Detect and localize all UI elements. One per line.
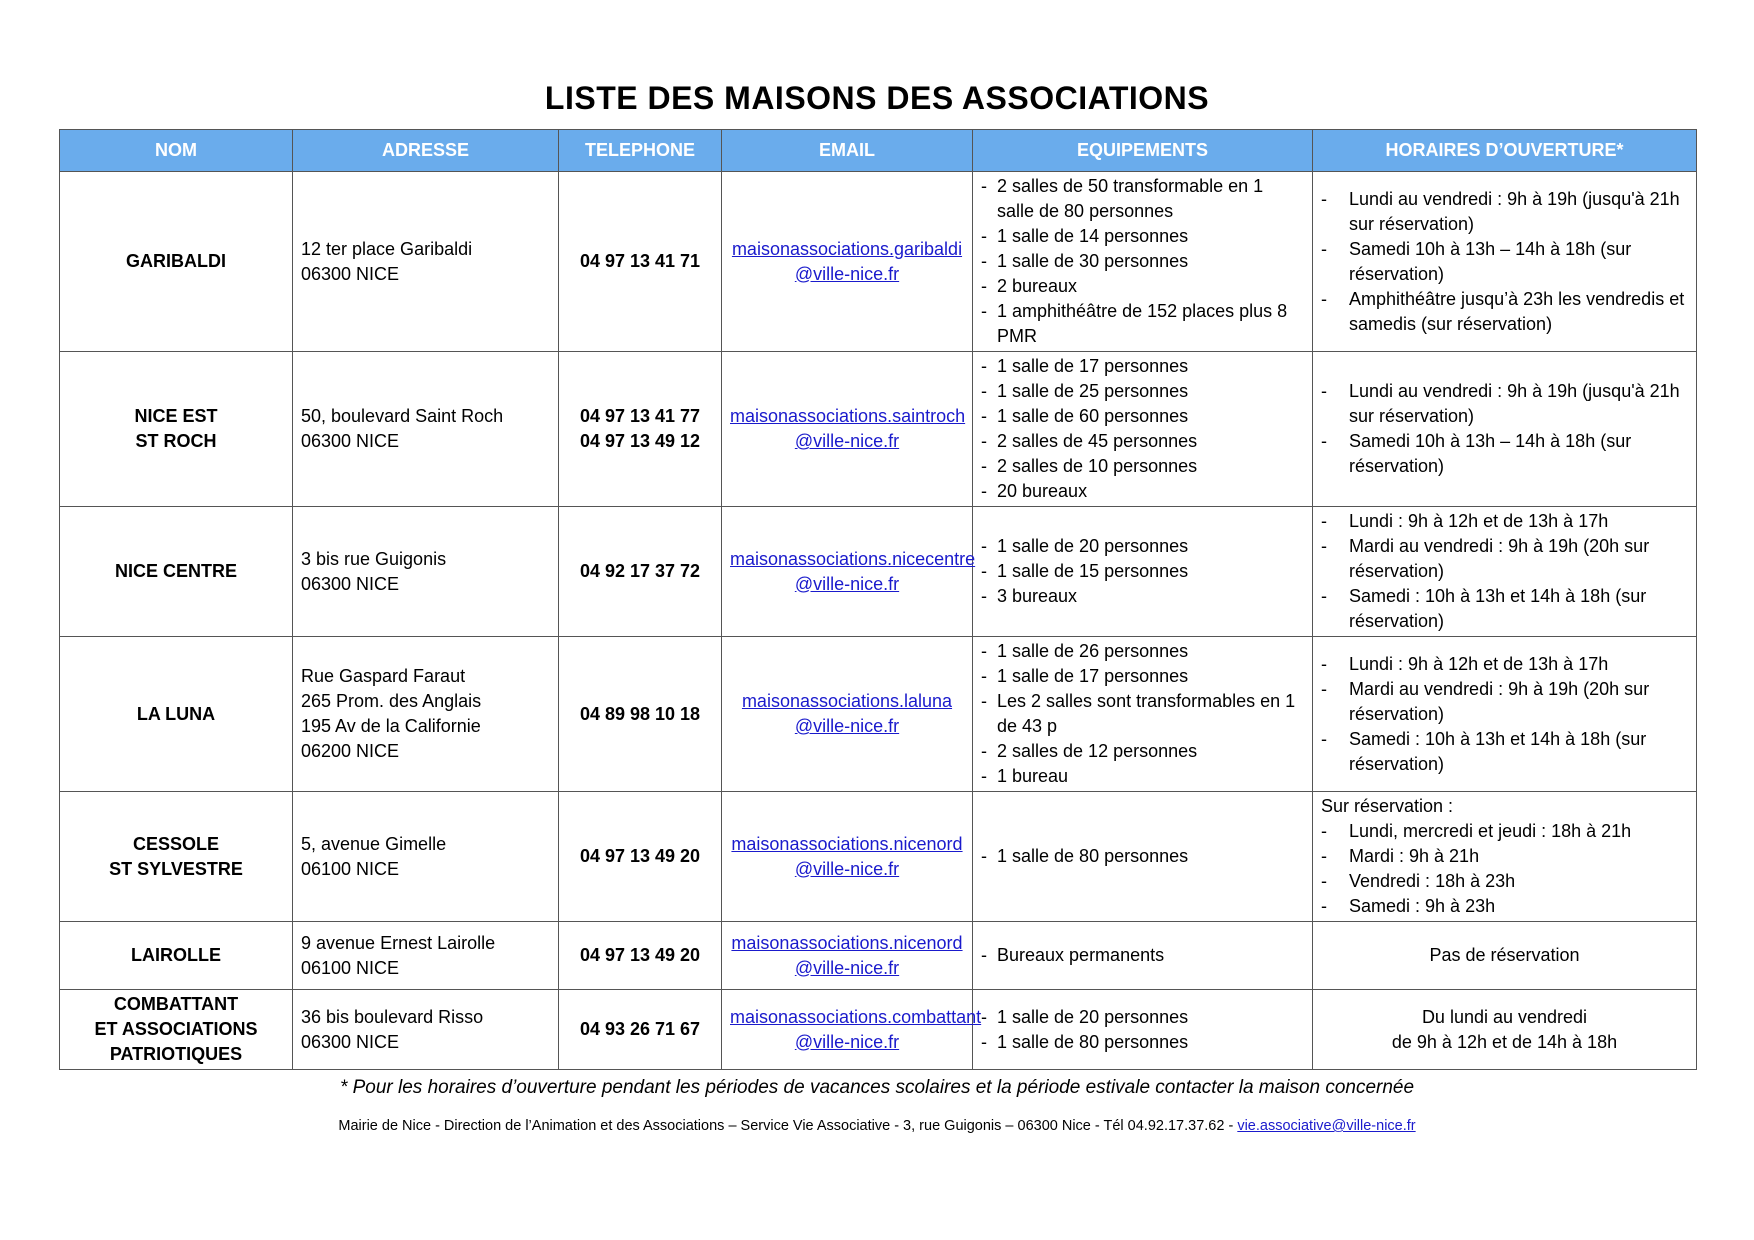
phone-number: 04 97 13 49 12 [579,431,701,451]
cell-horaires [1313,990,1697,1070]
address-line: 06200 NICE [301,741,400,761]
table-row [60,922,1697,990]
address-line: 06100 NICE [301,858,400,879]
hours-item: - Samedi : 10h à 13h et 14h à 18h (sur réservation) [1321,727,1688,777]
hours-list [1321,509,1688,634]
hours-intro: Sur réservation : [1321,796,1454,816]
address-line: 265 Prom. des Anglais [301,691,482,711]
equipment-item: - 1 salle de 80 personnes [981,1030,1304,1055]
equipment-item: - 1 salle de 80 personnes [981,844,1304,869]
cell-equipements [973,792,1313,922]
address-line: 195 Av de la Californie [301,716,481,736]
equipment-item: - Les 2 salles sont transformables en 1 de 43 p [981,689,1304,739]
cell-address [293,352,559,507]
table-row [60,792,1697,922]
hours-item: - Lundi, mercredi et jeudi : 18h à 21h [1321,819,1688,844]
hours-line: de 9h à 12h et de 14h à 18h [1391,1031,1618,1052]
page-title: LISTE DES MAISONS DES ASSOCIATIONS [544,80,1210,116]
email-line: @ville-nice.fr [794,716,900,736]
address-line: 06300 NICE [301,1031,400,1052]
header-adresse: ADRESSE [293,130,559,172]
cell-equipements [973,352,1313,507]
email-link[interactable] [730,404,964,454]
associations-table [59,129,1697,1070]
name-line: GARIBALDI [126,251,226,271]
address-line: 3 bis rue Guigonis [301,548,447,569]
name-line: ET ASSOCIATIONS [94,1019,258,1039]
equipment-list [981,639,1304,789]
cell-email [722,792,973,922]
cell-email [722,922,973,990]
email-link[interactable] [730,689,964,739]
equipment-item: - 1 salle de 30 personnes [981,249,1304,274]
name-line: CESSOLE [132,833,220,854]
cell-telephone [559,637,722,792]
hours-item: - Samedi : 9h à 23h [1321,894,1688,919]
equipment-item: - 1 amphithéâtre de 152 places plus 8 PMR [981,299,1304,349]
equipment-item: - 2 salles de 45 personnes [981,429,1304,454]
cell-telephone [559,352,722,507]
cell-name [60,352,293,507]
equipment-item: - 1 salle de 15 personnes [981,559,1304,584]
phone-number: 04 97 13 49 20 [579,945,701,965]
table-row [60,172,1697,352]
table-row [60,352,1697,507]
equipment-list [981,1005,1304,1055]
cell-email [722,990,982,1070]
header-nom: NOM [60,130,293,172]
table-header-row [60,130,1697,172]
name-line: LAIROLLE [131,945,221,965]
cell-name [60,792,293,922]
equipment-item: - 1 bureau [981,764,1304,789]
cell-address [293,507,559,637]
cell-address [293,990,559,1070]
address-line: Rue Gaspard Faraut [301,666,466,686]
equipment-item: - 2 salles de 50 transformable en 1 salle de 80 personnes [981,174,1304,224]
address-line: 06100 NICE [301,957,400,978]
hours-item: - Samedi 10h à 13h – 14h à 18h (sur réservation) [1321,237,1688,287]
hours-list [1321,819,1688,919]
hours-item: - Lundi au vendredi : 9h à 19h (jusqu'à 21h sur réservation) [1321,187,1688,237]
hours-item: - Lundi : 9h à 12h et de 13h à 17h [1321,652,1688,677]
hours-item: - Samedi 10h à 13h – 14h à 18h (sur réservation) [1321,429,1688,479]
phone-number: 04 93 26 71 67 [579,1019,701,1039]
phone-number: 04 97 13 49 20 [579,846,701,866]
equipment-list [981,943,1304,968]
cell-telephone [559,922,722,990]
cell-equipements [973,172,1313,352]
hours-item: - Vendredi : 18h à 23h [1321,869,1688,894]
email-link[interactable] [730,832,964,882]
email-link[interactable] [730,931,964,981]
hours-item: - Mardi au vendredi : 9h à 19h (20h sur réservation) [1321,677,1688,727]
cell-name [60,637,293,792]
email-line: maisonassociations.nicenord [731,833,963,854]
hours-list [1321,652,1688,777]
equipment-item: - 1 salle de 17 personnes [981,354,1304,379]
address-line: 50, boulevard Saint Roch [301,406,504,426]
equipment-item: - 1 salle de 25 personnes [981,379,1304,404]
hours-list [1321,187,1688,337]
hours-item: - Amphithéâtre jusqu’à 23h les vendredis et samedis (sur réservation) [1321,287,1688,337]
table-row [60,637,1697,792]
cell-equipements [973,990,1313,1070]
hours-item: - Mardi : 9h à 21h [1321,844,1688,869]
email-line: @ville-nice.fr [794,957,900,978]
email-line: @ville-nice.fr [794,858,900,879]
address-line: 06300 NICE [301,431,400,451]
name-line: NICE EST [134,406,218,426]
email-line: maisonassociations.garibaldi [731,238,963,259]
cell-horaires [1313,637,1697,792]
equipment-item: - 2 salles de 12 personnes [981,739,1304,764]
equipment-list [981,534,1304,609]
cell-name [60,922,293,990]
equipment-item: - 2 salles de 10 personnes [981,454,1304,479]
address-line: 06300 NICE [301,263,400,284]
cell-name [60,507,293,637]
header-telephone: TELEPHONE [559,130,722,172]
cell-address [293,922,559,990]
equipment-item: - 1 salle de 20 personnes [981,534,1304,559]
cell-horaires [1313,792,1697,922]
cell-telephone [559,507,722,637]
cell-address [293,172,559,352]
address-line: 9 avenue Ernest Lairolle [301,932,496,953]
email-link[interactable] [730,1005,982,1055]
name-line: PATRIOTIQUES [109,1044,243,1064]
email-line: maisonassociations.nicecentre [730,548,976,569]
cell-email [722,352,973,507]
equipment-item: - 1 salle de 20 personnes [981,1005,1304,1030]
equipment-item: - 1 salle de 26 personnes [981,639,1304,664]
footer-text: Mairie de Nice - Direction de l’Animation et des Associations – Service Vie Associative - 3, rue Guigonis – 06300 Nice - Tél 04.92.17.37.62 - [338,1118,1238,1134]
cell-email [722,172,973,352]
phone-number: 04 97 13 41 77 [579,406,701,426]
equipment-item: - 2 bureaux [981,274,1304,299]
footer-email-link[interactable]: vie.associative@ville-nice.fr [1237,1118,1416,1134]
cell-equipements [973,507,1313,637]
hours-line: Du lundi au vendredi [1421,1006,1588,1027]
equipment-item: - 3 bureaux [981,584,1304,609]
hours-list [1321,379,1688,479]
cell-name [60,990,293,1070]
email-line: @ville-nice.fr [794,263,900,284]
email-line: @ville-nice.fr [794,431,900,451]
name-line: COMBATTANT [113,994,239,1014]
name-line: LA LUNA [136,703,216,724]
cell-telephone [559,172,722,352]
name-line: ST ROCH [135,431,217,451]
name-line: NICE CENTRE [114,561,237,581]
name-line: ST SYLVESTRE [109,858,243,879]
address-line: 5, avenue Gimelle [301,833,447,854]
address-line: 12 ter place Garibaldi [301,238,473,259]
table-row [60,507,1697,637]
cell-email [722,507,976,637]
email-link[interactable] [730,547,976,597]
email-line: maisonassociations.laluna [741,691,953,711]
equipment-list [981,354,1304,504]
cell-address [293,792,559,922]
cell-horaires [1313,172,1697,352]
cell-horaires [1313,507,1697,637]
cell-horaires [1313,352,1697,507]
table-body [60,172,1697,1070]
hours-item: - Lundi au vendredi : 9h à 19h (jusqu'à 21h sur réservation) [1321,379,1688,429]
cell-horaires [1313,922,1697,990]
equipment-item: - 1 salle de 14 personnes [981,224,1304,249]
header-equipements: EQUIPEMENTS [973,130,1313,172]
header-horaires: HORAIRES D’OUVERTURE* [1313,130,1697,172]
table-row [60,990,1697,1070]
phone-number: 04 89 98 10 18 [579,703,701,724]
hours-item: - Lundi : 9h à 12h et de 13h à 17h [1321,509,1688,534]
cell-telephone [559,792,722,922]
cell-address [293,637,559,792]
hours-line: Pas de réservation [1429,945,1580,965]
cell-email [722,637,973,792]
hours-item: - Mardi au vendredi : 9h à 19h (20h sur réservation) [1321,534,1688,584]
phone-number: 04 97 13 41 71 [579,251,701,271]
equipment-item: - 1 salle de 60 personnes [981,404,1304,429]
hours-item: - Samedi : 10h à 13h et 14h à 18h (sur réservation) [1321,584,1688,634]
header-email: EMAIL [722,130,973,172]
email-line: @ville-nice.fr [794,1031,900,1052]
email-line: maisonassociations.saintroch [730,406,966,426]
equipment-item: - 20 bureaux [981,479,1304,504]
equipment-list [981,844,1304,869]
equipment-item: - Bureaux permanents [981,943,1304,968]
email-line: maisonassociations.combattant [730,1006,982,1027]
cell-equipements [973,637,1313,792]
email-line: @ville-nice.fr [794,573,900,594]
email-line: maisonassociations.nicenord [731,932,963,953]
cell-name [60,172,293,352]
equipment-item: - 1 salle de 17 personnes [981,664,1304,689]
cell-telephone [559,990,722,1070]
address-line: 06300 NICE [301,573,400,594]
equipment-list [981,174,1304,349]
footnote: * Pour les horaires d’ouverture pendant les périodes de vacances scolaires et la période estivale contacter la maison concernée [339,1077,1415,1098]
footer [0,1118,1754,1134]
address-line: 36 bis boulevard Risso [301,1006,484,1027]
cell-equipements [973,922,1313,990]
email-link[interactable] [730,237,964,287]
phone-number: 04 92 17 37 72 [579,561,701,581]
